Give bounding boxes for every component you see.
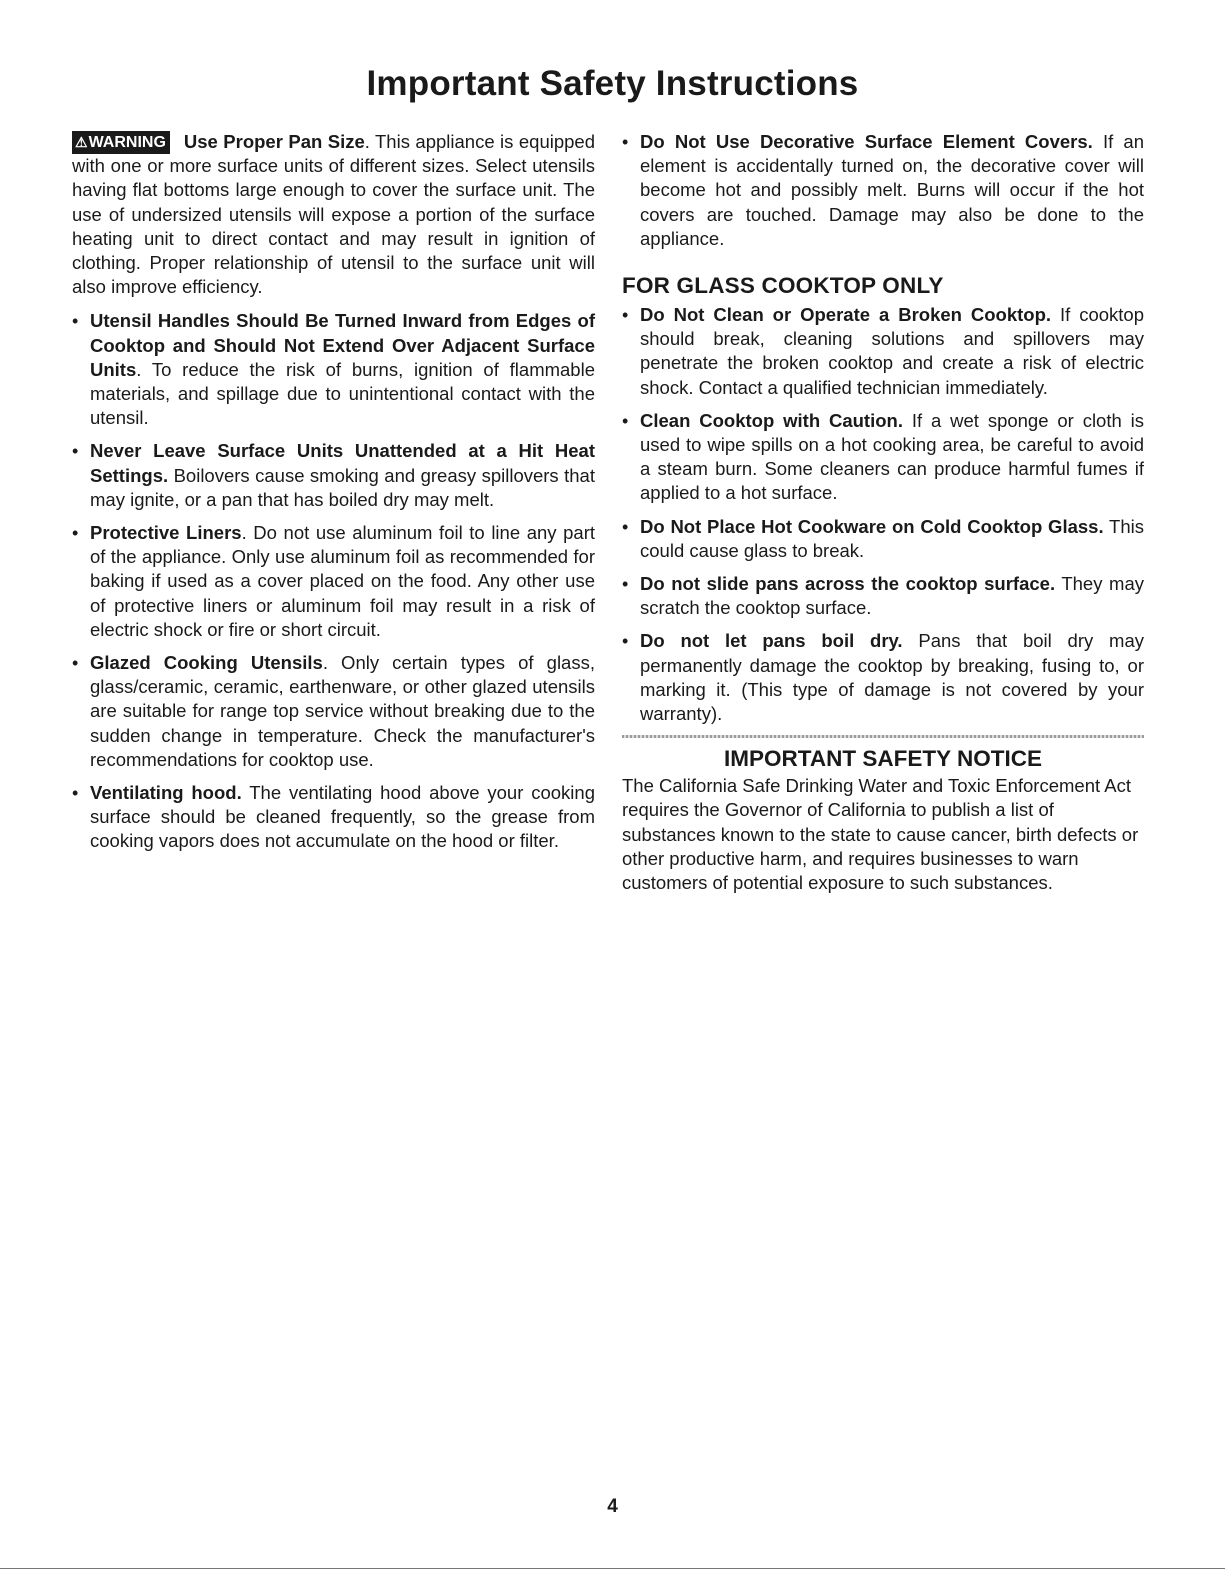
bottom-rule [0, 1568, 1225, 1569]
item-heading: Clean Cooktop with Caution. [640, 409, 903, 431]
item-heading: Do Not Place Hot Cookware on Cold Cooktop Glass. [640, 515, 1104, 537]
list-item [622, 130, 1144, 251]
left-column [72, 130, 595, 863]
item-heading: Do Not Use Decorative Surface Element Covers. [640, 131, 1093, 152]
safety-notice-text: The California Safe Drinking Water and Toxic Enforcement Act requires the Governor of California to publish a list of substances known to the state to cause cancer, birth defects or other productive harm, and requires businesses to warn customers of potential exposure to such substances. [622, 775, 1139, 894]
warning-badge-label: WARNING [88, 134, 166, 151]
right-top-list [622, 130, 1144, 251]
item-text: If an element is accidentally turned on, the decorative cover will become hot and possibly melt. Burns will occur if the hot covers are touched. Damage may also be done to the appliance. [640, 131, 1144, 249]
item-text: . Do not use aluminum foil to line any part of the appliance. Only use aluminum foil as recommended for baking if used as a cover placed on the food. Any other use of protective liners or aluminum foil may result in a risk of electric shock or fire or short circuit. [90, 522, 595, 640]
page-title: Important Safety Instructions [366, 64, 859, 103]
list-item [72, 651, 595, 772]
item-heading: Utensil Handles Should Be Turned Inward from Edges of Cooktop and Should Not Extend Over Adjacent Surface Units [90, 310, 595, 380]
item-heading: Ventilating hood. [90, 782, 242, 804]
warning-paragraph [72, 130, 595, 299]
list-item [622, 572, 1144, 620]
item-text: If cooktop should break, cleaning solutions and spillovers may penetrate the broken cooktop and create a risk of electric shock. Contact a qualified technician immediately. [640, 304, 1145, 398]
list-item [622, 629, 1144, 726]
item-text: . Only certain types of glass, glass/ceramic, ceramic, earthenware, or other glazed utensils are suitable for range top service without breaking due to the sudden change in temperature. Check the manufacturer's recommendations for cooktop use. [90, 652, 595, 770]
list-item [72, 439, 595, 512]
list-item [72, 309, 595, 430]
warning-lead: Use Proper Pan Size [183, 131, 365, 152]
item-text: This could cause glass to break. [640, 515, 1144, 561]
item-text: The ventilating hood above your cooking surface should be cleaned frequently, so the grease from cooking vapors does not accumulate on the hood or filter. [90, 782, 595, 852]
list-item [622, 303, 1144, 400]
list-item [622, 515, 1144, 563]
section-divider [622, 735, 1144, 738]
list-item [72, 521, 595, 642]
item-heading: Protective Liners [90, 522, 242, 544]
item-heading: Never Leave Surface Units Unattended at a Hit Heat Settings. [90, 440, 595, 486]
item-text: If a wet sponge or cloth is used to wipe spills on a hot cooking area, be careful to avoid a steam burn. Some cleaners can produce harmful fumes if applied to a hot surface. [640, 409, 1144, 504]
page-number: 4 [607, 1496, 618, 1517]
item-text: . To reduce the risk of burns, ignition of flammable materials, and spillage due to unintentional contact with the utensil. [90, 358, 595, 429]
item-heading: Glazed Cooking Utensils [90, 652, 323, 674]
safety-notice-heading: IMPORTANT SAFETY NOTICE [724, 746, 1042, 772]
warning-text: This appliance is equipped with one or more surface units of different sizes. Select utensils having flat bottoms large enough to cover the surface unit. The use of undersized utensils will expose a portion of the surface heating unit to direct contact and may result in ignition of clothing. Proper relationship of utensil to the surface unit will also improve efficiency. [72, 131, 595, 298]
glass-cooktop-heading: FOR GLASS COOKTOP ONLY [622, 273, 944, 299]
item-text: They may scratch the cooktop surface. [640, 573, 1144, 619]
item-heading: Do Not Clean or Operate a Broken Cooktop. [640, 304, 1052, 326]
warning-lead-punct: . [364, 131, 370, 152]
item-text: Boilovers cause smoking and greasy spillovers that may ignite, or a pan that has boiled dry may melt. [90, 464, 595, 510]
item-heading: Do not slide pans across the cooktop surface. [640, 573, 1056, 595]
item-text: Pans that boil dry may permanently damage the cooktop by breaking, fusing to, or marking it. (This type of damage is not covered by your warranty). [640, 630, 1144, 725]
list-item [622, 409, 1144, 506]
warning-badge [72, 131, 170, 154]
glass-cooktop-list [622, 303, 1144, 726]
left-bullet-list [72, 309, 595, 853]
right-column [622, 130, 1144, 895]
list-item [72, 781, 595, 854]
item-heading: Do not let pans boil dry. [640, 630, 903, 652]
warning-triangle-icon: ⚠ [75, 134, 88, 150]
